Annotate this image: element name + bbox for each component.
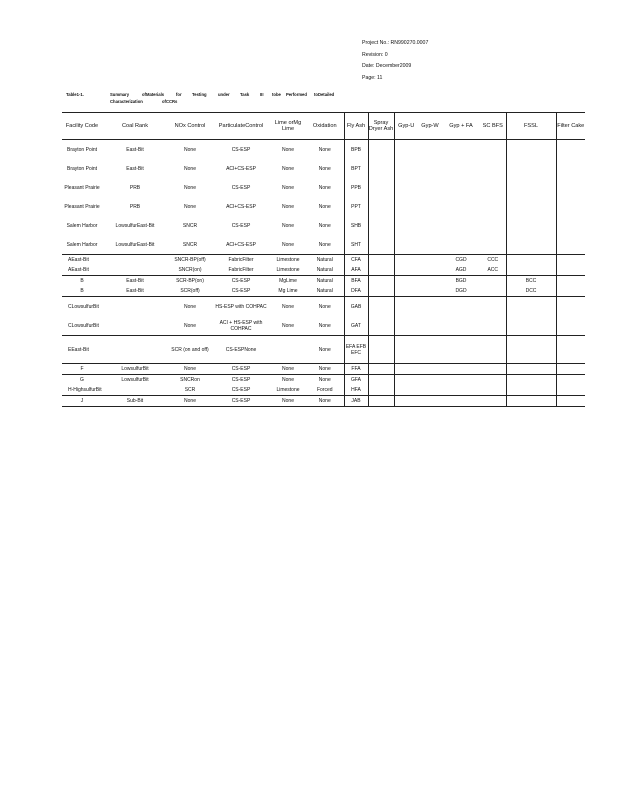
- cell-gyp-fa: [442, 235, 480, 255]
- cell-spray-dryer-ash: [368, 235, 394, 255]
- cell-lime: [270, 336, 306, 364]
- cell-gyp-u: [394, 178, 418, 197]
- cell-fly-ash: HFA: [344, 385, 368, 396]
- cell-fly-ash: BFA: [344, 276, 368, 287]
- cell-oxidation: None: [306, 140, 344, 160]
- cell-gyp-fa: [442, 140, 480, 160]
- cell-nox-control: SCR-BP(on): [168, 276, 212, 287]
- cell-spray-dryer-ash: [368, 178, 394, 197]
- cell-particulate-control: CS-ESP: [212, 364, 270, 375]
- caption-word: Task: [240, 92, 250, 97]
- cell-spray-dryer-ash: [368, 375, 394, 386]
- cell-filter-cake: [556, 216, 585, 235]
- cell-particulate-control: CS-ESP: [231, 288, 251, 294]
- cell-fssl: [506, 336, 556, 364]
- header-filter-cake: Filter Cake: [556, 113, 585, 140]
- cell-spray-dryer-ash: [368, 159, 394, 178]
- cell-sc-bfs: [480, 297, 506, 317]
- cell-nox-control: SNCR(on): [178, 267, 202, 273]
- cell-gyp-u: [394, 197, 418, 216]
- cell-fly-ash: BPB: [344, 140, 368, 160]
- header-particulate-control: ParticulateControl: [212, 113, 270, 140]
- cell-sc-bfs: [480, 235, 506, 255]
- cell-gyp-u: [394, 364, 418, 375]
- cell-gyp-fa: CGD: [442, 255, 480, 266]
- cell-facility-code: EEast-Bit: [62, 336, 102, 364]
- cell-lime: None: [282, 241, 294, 248]
- cell-particulate-control: CS-ESP: [231, 222, 251, 229]
- cell-gyp-w: [418, 336, 442, 364]
- cell-coal-rank: [102, 316, 168, 336]
- cell-filter-cake: [556, 316, 585, 336]
- cell-filter-cake: [556, 276, 585, 287]
- cell-particulate-control: CS-ESP: [231, 184, 251, 191]
- cell-spray-dryer-ash: [368, 255, 394, 266]
- cell-lime: Limestone: [276, 387, 300, 393]
- table-row: [62, 316, 585, 336]
- caption-word: III: [260, 92, 264, 97]
- cell-spray-dryer-ash: [368, 216, 394, 235]
- cell-gyp-u: [394, 375, 418, 386]
- cell-gyp-u: [394, 255, 418, 266]
- cell-filter-cake: [556, 140, 585, 160]
- cell-gyp-w: [418, 216, 442, 235]
- cell-gyp-u: [394, 140, 418, 160]
- cell-oxidation: None: [318, 241, 331, 248]
- cell-filter-cake: [556, 385, 585, 396]
- cell-fly-ash: JAB: [344, 396, 368, 407]
- cell-fssl: [506, 197, 556, 216]
- cell-gyp-w: [418, 255, 442, 266]
- caption-word: Performed: [286, 92, 307, 97]
- table-row: [62, 255, 585, 266]
- cell-gyp-fa: [442, 364, 480, 375]
- cell-filter-cake: [556, 364, 585, 375]
- cell-sc-bfs: [480, 197, 506, 216]
- cell-gyp-fa: [442, 375, 480, 386]
- cell-oxidation: Forced: [316, 387, 333, 393]
- cell-gyp-fa: [442, 385, 480, 396]
- cell-fssl: [506, 255, 556, 266]
- cell-nox-control: SNCR-BP(off): [168, 255, 212, 266]
- cell-filter-cake: [556, 396, 585, 407]
- page-number: Page: 11: [362, 74, 383, 81]
- cell-spray-dryer-ash: [368, 316, 394, 336]
- cell-lime: Limestone: [276, 267, 300, 273]
- header-gyp-fa: Gyp + FA: [442, 113, 480, 140]
- cell-facility-code: H-HighsulfurBit: [68, 387, 102, 393]
- cell-gyp-u: [394, 385, 418, 396]
- cell-gyp-fa: [442, 178, 480, 197]
- cell-fssl: [506, 159, 556, 178]
- cell-gyp-fa: [442, 216, 480, 235]
- cell-nox-control: None: [168, 140, 212, 160]
- cell-gyp-u: [394, 265, 418, 276]
- cell-gyp-fa: [442, 297, 480, 317]
- cell-coal-rank: East-Bit: [126, 288, 144, 294]
- cell-fly-ash: SHT: [344, 235, 368, 255]
- cell-fly-ash: GAB: [344, 297, 368, 317]
- cell-particulate-control: CS-ESP: [212, 276, 270, 287]
- cell-fly-ash: GFA: [344, 375, 368, 386]
- cell-facility-code: AEast-Bit: [62, 255, 102, 266]
- cell-facility-code: F: [62, 364, 102, 375]
- table-row: [62, 178, 585, 197]
- cell-gyp-w: [418, 197, 442, 216]
- cell-fly-ash: SHB: [344, 216, 368, 235]
- cell-fssl: [506, 216, 556, 235]
- cell-fly-ash: EFA EFB EFC: [344, 336, 368, 364]
- cell-sc-bfs: [480, 140, 506, 160]
- cell-facility-code: J: [62, 396, 102, 407]
- cell-coal-rank: East-Bit: [102, 276, 168, 287]
- cell-sc-bfs: [480, 159, 506, 178]
- cell-sc-bfs: [480, 364, 506, 375]
- cell-gyp-u: [394, 396, 418, 407]
- cell-gyp-fa: DGD: [455, 288, 467, 294]
- caption-word: ofCCRs: [162, 99, 178, 104]
- cell-particulate-control: FabricFilter: [212, 255, 270, 266]
- cell-gyp-w: [418, 286, 442, 297]
- cell-gyp-w: [418, 364, 442, 375]
- cell-nox-control: None: [184, 203, 196, 210]
- cell-nox-control: None: [184, 184, 196, 191]
- cell-gyp-u: [394, 235, 418, 255]
- cell-gyp-u: [394, 336, 418, 364]
- cell-fssl: [506, 396, 556, 407]
- cell-sc-bfs: [480, 216, 506, 235]
- cell-lime: None: [282, 203, 294, 210]
- cell-lime: None: [270, 375, 306, 386]
- cell-spray-dryer-ash: [368, 364, 394, 375]
- cell-gyp-fa: [442, 197, 480, 216]
- cell-filter-cake: [556, 159, 585, 178]
- cell-particulate-control: ACI+CS-ESP: [226, 203, 256, 210]
- cell-gyp-w: [418, 316, 442, 336]
- cell-gyp-w: [418, 140, 442, 160]
- cell-fssl: [506, 178, 556, 197]
- cell-spray-dryer-ash: [368, 385, 394, 396]
- cell-oxidation: Natural: [316, 288, 333, 294]
- cell-fssl: BCC: [506, 276, 556, 287]
- table-row: [62, 385, 585, 396]
- cell-particulate-control: CS-ESP: [212, 375, 270, 386]
- cell-fly-ash: CFA: [344, 255, 368, 266]
- cell-spray-dryer-ash: [368, 276, 394, 287]
- cell-facility-code: CLowsulfurBit: [62, 297, 102, 317]
- cell-filter-cake: [556, 178, 585, 197]
- cell-fssl: [506, 316, 556, 336]
- cell-nox-control: None: [184, 165, 196, 172]
- cell-spray-dryer-ash: [368, 297, 394, 317]
- caption-word: Summary: [110, 92, 130, 97]
- cell-oxidation: Natural: [306, 276, 344, 287]
- cell-gyp-w: [418, 276, 442, 287]
- project-number: Project No.: RN990270.0007: [362, 40, 429, 46]
- cell-fly-ash: FFA: [344, 364, 368, 375]
- materials-table: [62, 112, 585, 407]
- cell-gyp-fa: [442, 316, 480, 336]
- cell-particulate-control: HS-ESP with COHPAC: [212, 297, 270, 317]
- cell-spray-dryer-ash: [368, 396, 394, 407]
- cell-facility-code: AEast-Bit: [68, 267, 89, 273]
- cell-sc-bfs: ACC: [487, 267, 499, 273]
- table-body: [62, 140, 585, 407]
- cell-filter-cake: [556, 286, 585, 297]
- cell-fly-ash: PPB: [344, 178, 368, 197]
- cell-lime: MgLime: [270, 276, 306, 287]
- cell-filter-cake: [556, 235, 585, 255]
- cell-fly-ash: GAT: [344, 316, 368, 336]
- cell-gyp-fa: BGD: [442, 276, 480, 287]
- header-fssl: FSSL: [506, 113, 556, 140]
- cell-gyp-w: [418, 385, 442, 396]
- cell-nox-control: None: [168, 297, 212, 317]
- table-row: [62, 159, 585, 178]
- cell-lime: None: [282, 222, 294, 229]
- cell-facility-code: CLowsulfurBit: [68, 322, 99, 329]
- cell-particulate-control: ACI+CS-ESP: [226, 165, 256, 172]
- cell-coal-rank: Sub-Bit: [102, 396, 168, 407]
- cell-sc-bfs: [480, 385, 506, 396]
- header-facility-code: Facility Code: [62, 113, 102, 140]
- cell-sc-bfs: [480, 336, 506, 364]
- cell-gyp-u: [394, 297, 418, 317]
- cell-coal-rank: [102, 297, 168, 317]
- cell-coal-rank: PRB: [129, 203, 141, 210]
- cell-particulate-control: CS-ESP: [231, 387, 251, 393]
- cell-sc-bfs: [480, 396, 506, 407]
- cell-gyp-u: [394, 276, 418, 287]
- cell-nox-control: SNCRon: [168, 375, 212, 386]
- table-row: [62, 235, 585, 255]
- cell-oxidation: None: [306, 364, 344, 375]
- cell-nox-control: SCR (on and off): [168, 336, 212, 364]
- cell-gyp-w: [418, 235, 442, 255]
- cell-gyp-fa: [442, 159, 480, 178]
- cell-facility-code: Brayton Point: [62, 140, 102, 160]
- cell-coal-rank: LowsulfurEast-Bit: [115, 241, 155, 248]
- cell-gyp-fa: [442, 336, 480, 364]
- cell-coal-rank: LowsulfurBit: [102, 375, 168, 386]
- cell-gyp-w: [418, 265, 442, 276]
- caption-word: Testing: [192, 92, 207, 97]
- cell-gyp-w: [418, 159, 442, 178]
- cell-coal-rank: PRB: [129, 184, 141, 191]
- cell-fssl: [506, 265, 556, 276]
- cell-lime: Mg Lime: [278, 288, 298, 294]
- caption-word: toDetailed: [314, 92, 335, 97]
- cell-fssl: DCC: [506, 286, 556, 297]
- cell-filter-cake: [556, 375, 585, 386]
- cell-gyp-fa: [442, 396, 480, 407]
- header-sc-bfs: SC BFS: [480, 113, 506, 140]
- revision: Revision: 0: [362, 51, 388, 58]
- caption-word: for: [176, 92, 182, 97]
- caption-word: tobe: [272, 92, 281, 97]
- cell-particulate-control: FabricFilter: [228, 267, 254, 273]
- cell-lime: None: [282, 322, 294, 329]
- cell-coal-rank: [102, 255, 168, 266]
- cell-facility-code: Brayton Point: [66, 165, 98, 172]
- project-info: [362, 38, 428, 84]
- cell-nox-control: SCR: [184, 387, 196, 393]
- table-row: [62, 286, 585, 297]
- header-gyp-u: Gyp-U: [394, 113, 418, 140]
- cell-lime: None: [282, 165, 294, 172]
- cell-spray-dryer-ash: [368, 336, 394, 364]
- cell-nox-control: None: [168, 396, 212, 407]
- cell-fly-ash: BPT: [344, 159, 368, 178]
- cell-spray-dryer-ash: [368, 197, 394, 216]
- cell-gyp-w: [418, 396, 442, 407]
- table-row: [62, 375, 585, 386]
- cell-gyp-w: [418, 375, 442, 386]
- header-nox-control: NOx Control: [168, 113, 212, 140]
- cell-oxidation: None: [306, 336, 344, 364]
- cell-fssl: [506, 385, 556, 396]
- cell-sc-bfs: [480, 178, 506, 197]
- table-row: [62, 297, 585, 317]
- cell-oxidation: None: [318, 203, 331, 210]
- cell-filter-cake: [556, 265, 585, 276]
- cell-oxidation: None: [318, 184, 331, 191]
- cell-facility-code: Salem Harbor: [66, 241, 98, 248]
- caption-word: ofMaterials: [142, 92, 165, 97]
- cell-oxidation: None: [318, 222, 331, 229]
- header-spray-dryer-ash: Spray Dryer Ash: [368, 113, 394, 140]
- cell-fly-ash: AFA: [344, 265, 368, 276]
- cell-filter-cake: [556, 336, 585, 364]
- cell-oxidation: None: [306, 297, 344, 317]
- cell-facility-code: Salem Harbor: [66, 222, 98, 229]
- cell-coal-rank: [102, 265, 168, 276]
- cell-coal-rank: LowsulfurBit: [102, 364, 168, 375]
- cell-particulate-control: ACI + HS-ESP with COHPAC: [219, 319, 263, 332]
- cell-lime: None: [282, 184, 294, 191]
- table-row: [62, 265, 585, 276]
- cell-coal-rank: East-Bit: [126, 165, 144, 172]
- cell-sc-bfs: [480, 375, 506, 386]
- cell-spray-dryer-ash: [368, 140, 394, 160]
- cell-coal-rank: [102, 336, 168, 364]
- cell-oxidation: None: [318, 165, 331, 172]
- cell-lime: None: [270, 140, 306, 160]
- cell-gyp-w: [418, 297, 442, 317]
- caption-word: Table1-1.: [66, 92, 84, 97]
- cell-particulate-control: CS-ESP: [212, 140, 270, 160]
- cell-nox-control: SNCR: [182, 222, 198, 229]
- table-row: [62, 336, 585, 364]
- cell-fssl: [506, 364, 556, 375]
- cell-fssl: [506, 235, 556, 255]
- table-row: [62, 216, 585, 235]
- cell-gyp-u: [394, 286, 418, 297]
- cell-spray-dryer-ash: [368, 286, 394, 297]
- cell-oxidation: None: [306, 396, 344, 407]
- cell-particulate-control: ACI+CS-ESP: [226, 241, 256, 248]
- header-oxidation: Oxidation: [306, 113, 344, 140]
- cell-filter-cake: [556, 297, 585, 317]
- cell-lime: None: [270, 364, 306, 375]
- cell-sc-bfs: CCC: [480, 255, 506, 266]
- cell-lime: None: [270, 297, 306, 317]
- cell-facility-code: Pleasant Prairie: [64, 184, 100, 191]
- cell-gyp-w: [418, 178, 442, 197]
- cell-coal-rank: LowsulfurEast-Bit: [115, 222, 155, 229]
- table-row: [62, 364, 585, 375]
- cell-oxidation: None: [306, 375, 344, 386]
- cell-nox-control: None: [168, 364, 212, 375]
- cell-fssl: [506, 140, 556, 160]
- cell-fly-ash: PPT: [344, 197, 368, 216]
- cell-sc-bfs: [480, 276, 506, 287]
- header-coal-rank: Coal Rank: [102, 113, 168, 140]
- cell-particulate-control: CS-ESPNone: [212, 336, 270, 364]
- cell-facility-code: Pleasant Prairie: [64, 203, 100, 210]
- caption-word: under: [218, 92, 230, 97]
- header-fly-ash: Fly Ash: [344, 113, 368, 140]
- cell-gyp-u: [394, 316, 418, 336]
- cell-facility-code: G: [62, 375, 102, 386]
- cell-particulate-control: CS-ESP: [212, 396, 270, 407]
- header-lime: Lime orMg Lime: [270, 113, 306, 140]
- cell-oxidation: Natural: [306, 255, 344, 266]
- date: Date: December2009: [362, 63, 412, 69]
- cell-sc-bfs: [480, 316, 506, 336]
- table-row: [62, 197, 585, 216]
- cell-facility-code: B: [80, 288, 84, 294]
- cell-facility-code: B: [62, 276, 102, 287]
- cell-fly-ash: DFA: [344, 286, 368, 297]
- cell-sc-bfs: [480, 286, 506, 297]
- cell-filter-cake: [556, 255, 585, 266]
- cell-fssl: [506, 375, 556, 386]
- cell-gyp-u: [394, 159, 418, 178]
- cell-coal-rank: East-Bit: [102, 140, 168, 160]
- cell-gyp-u: [394, 216, 418, 235]
- cell-coal-rank: [102, 385, 168, 396]
- cell-lime: Limestone: [270, 255, 306, 266]
- cell-oxidation: Natural: [316, 267, 333, 273]
- table-header-row: [62, 113, 585, 140]
- cell-oxidation: None: [318, 322, 331, 329]
- table-row: [62, 396, 585, 407]
- cell-filter-cake: [556, 197, 585, 216]
- header-gyp-w: Gyp-W: [418, 113, 442, 140]
- cell-spray-dryer-ash: [368, 265, 394, 276]
- caption-word: Characterization: [110, 99, 143, 104]
- cell-fssl: [506, 297, 556, 317]
- table-row: [62, 276, 585, 287]
- cell-nox-control: SCR(off): [180, 288, 200, 294]
- cell-gyp-fa: AGD: [455, 267, 467, 273]
- table-row: [62, 140, 585, 160]
- cell-nox-control: SNCR: [182, 241, 198, 248]
- cell-lime: None: [270, 396, 306, 407]
- cell-nox-control: None: [184, 322, 196, 329]
